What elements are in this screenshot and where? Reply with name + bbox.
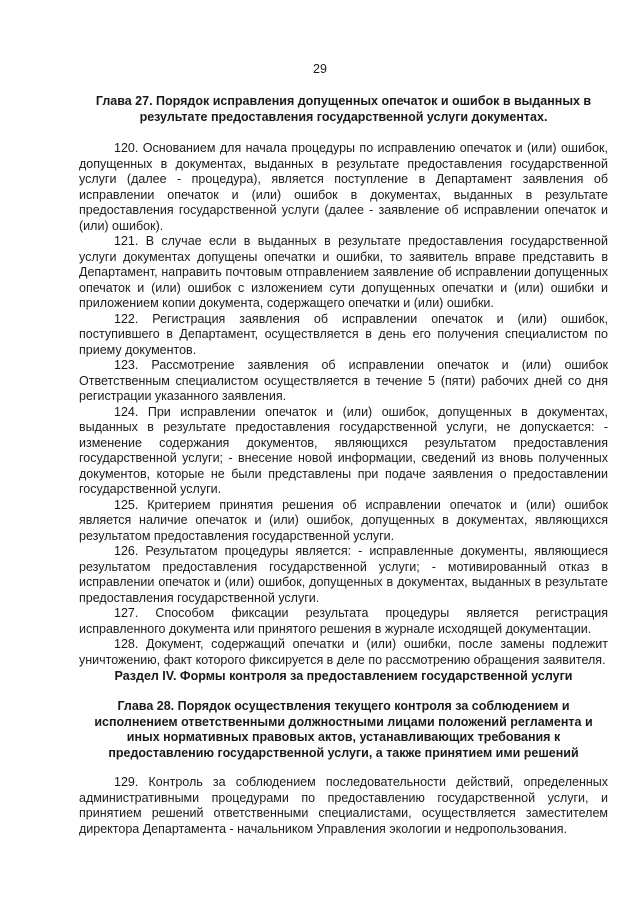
chapter-27-heading: Глава 27. Порядок исправления допущенных опечаток и ошибок в выданных в результате предоставления государственной услуги документах. (95, 94, 592, 124)
page-number: 29 (313, 62, 327, 76)
paragraph-124: 124. При исправлении опечаток и (или) ошибок, допущенных в документах, выданных в результате предоставления государственной услуги, не допускается: - изменение содержания документов, являющихся результатом предоставления государственной услуги; - внесение новой информации, сведений из вновь полученных документов, которые не были представлены при подаче заявления о предоставлении государственной услуги. (79, 404, 608, 496)
section-4-heading: Раздел IV. Формы контроля за предоставлением государственной услуги (114, 669, 573, 683)
paragraph-126: 126. Результатом процедуры является: - исправленные документы, являющиеся результатом предоставления государственной услуги; - мотивированный отказ в исправлении опечаток и (или) ошибок, допущенных в документах, выданных в результате предоставления государственной услуги. (79, 544, 608, 605)
paragraph-123: 123. Рассмотрение заявления об исправлении опечаток и (или) ошибок Ответственным специалистом осуществляется в течение 5 (пяти) рабочих дней со дня регистрации указанного заявления. (79, 358, 608, 403)
paragraph-128: 128. Документ, содержащий опечатки и (или) ошибки, после замены подлежит уничтожению, факт которого фиксируется в деле по рассмотрению обращения заявителя. (79, 637, 608, 667)
paragraph-127: 127. Способом фиксации результата процедуры является регистрация исправленного документа или принятого решения в журнале исходящей документации. (79, 606, 608, 636)
paragraph-121: 121. В случае если в выданных в результате предоставления государственной услуги документах допущены опечатки и ошибки, то заявитель вправе представить в Департамент, направить почтовым отправлением заявление об исправлении допущенных опечаток и (или) ошибок с изложением сути допущенных опечатки и (или) ошибки и приложением копии документа, содержащего опечатки и (или) ошибки. (79, 234, 608, 310)
chapter-27-body (79, 141, 608, 668)
paragraph-125: 125. Критерием принятия решения об исправлении опечаток и (или) ошибок является наличие опечаток и (или) ошибок, допущенных в документах, являющихся результатом предоставления государственной услуги. (79, 497, 608, 543)
paragraph-129: 129. Контроль за соблюдением последовательности действий, определенных административными процедурами по предоставлению государственной услуги, и принятием решений ответственными специалистами, осуществляется заместителем директора Департамента - начальником Управления экологии и недропользования. (79, 775, 608, 836)
chapter-28-body (79, 775, 608, 837)
paragraph-122: 122. Регистрация заявления об исправлении опечаток и (или) ошибок, поступившего в Департамент, осуществляется в день его получения специалистом по приему документов. (79, 311, 608, 357)
chapter-28-heading: Глава 28. Порядок осуществления текущего контроля за соблюдением и исполнением ответственными должностными лицами положений регламента и иных нормативных правовых актов, устанавливающих требования к предоставлению государственной услуги, а также принятием ими решений (94, 699, 593, 760)
paragraph-120: 120. Основанием для начала процедуры по исправлению опечаток и (или) ошибок, допущенных в документах, выданных в результате предоставления государственной услуги (далее - процедура), является поступление в Департамент заявления об исправлении опечаток и (или) ошибок в документах, выданных в результате предоставления государственной услуги (далее - заявление об исправлении опечаток и (или) ошибок). (79, 141, 608, 233)
